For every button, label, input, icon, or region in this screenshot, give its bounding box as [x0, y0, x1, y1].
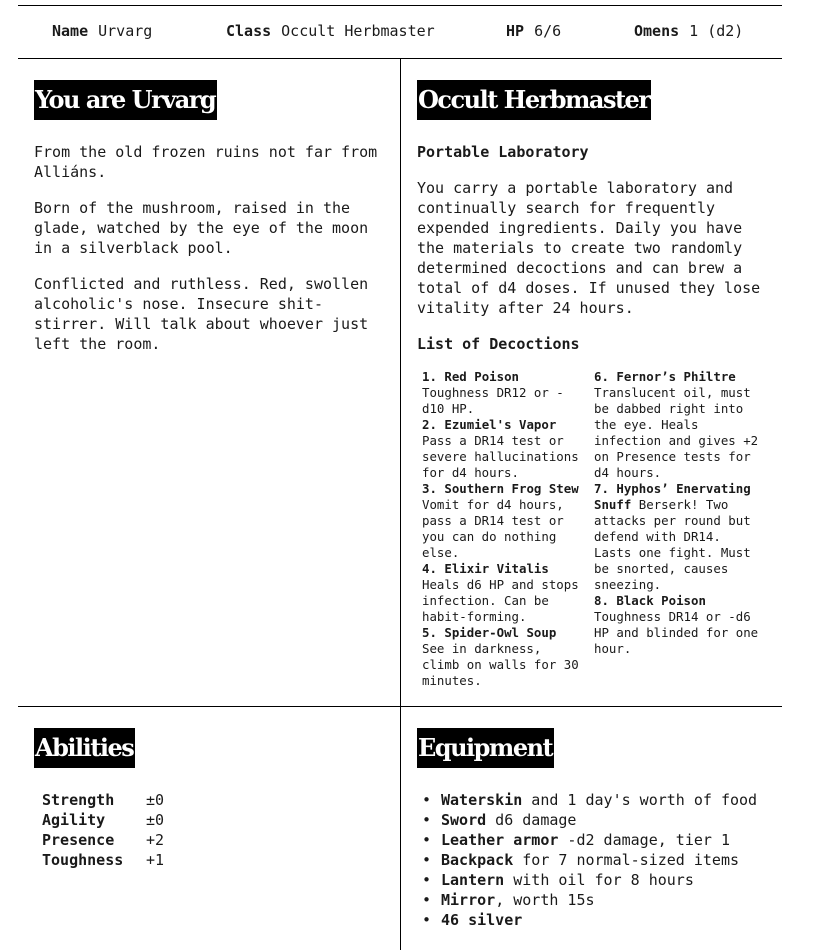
equipment-item: • Waterskin and 1 day's worth of food	[422, 790, 757, 810]
equipment-item: • Sword d6 damage	[422, 810, 757, 830]
header-name	[52, 22, 152, 40]
class-description	[417, 142, 775, 370]
decoction-item: 5. Spider-Owl Soup See in darkness, climb on walls for 30 minutes.	[422, 625, 579, 688]
abilities-list	[42, 790, 164, 870]
decoction-item: 2. Ezumiel's Vapor Pass a DR14 test or severe hallucinations for d4 hours.	[422, 417, 579, 480]
ability-row-toughness: Toughness +1	[42, 851, 165, 869]
header-class	[226, 22, 435, 40]
ability-row-presence: Presence +2	[42, 831, 165, 849]
ability-row-agility: Agility ±0	[42, 811, 165, 829]
decoction-item: 8. Black Poison Toughness DR14 or -d6 HP and blinded for one hour.	[594, 593, 759, 656]
ability-heading: Portable Laboratory	[417, 143, 589, 161]
equipment-list	[422, 790, 757, 930]
hp-label: HP	[506, 22, 525, 40]
omens-label: Omens	[634, 22, 680, 40]
origin-paragraph: From the old frozen ruins not far from Alliáns.	[34, 143, 378, 181]
equipment-item: • Lantern with oil for 8 hours	[422, 870, 757, 890]
ability-row-strength: Strength ±0	[42, 791, 165, 809]
character-title: You are Urvarg	[34, 80, 217, 120]
class-value: Occult Herbmaster	[281, 22, 435, 40]
top-border	[18, 5, 782, 6]
decoction-item: 4. Elixir Vitalis Heals d6 HP and stops infection. Can be habit-forming.	[422, 561, 579, 624]
decoctions-column-2	[594, 369, 760, 689]
ability-text: You carry a portable laboratory and continually search for frequently expended ingredients. Daily you have the materials to create two randomly determined decoctions and can brew a total of d4 doses. If unused they lose vitality after 24 hours.	[417, 179, 761, 317]
class-label: Class	[226, 22, 272, 40]
character-description	[34, 142, 386, 370]
name-value: Urvarg	[98, 22, 153, 40]
header-omens	[634, 22, 743, 40]
equipment-item: • Backpack for 7 normal-sized items	[422, 850, 757, 870]
column-divider	[400, 58, 401, 950]
decoctions-list	[422, 369, 772, 689]
decoction-item: 1. Red Poison Toughness DR12 or -d10 HP.	[422, 369, 564, 416]
class-title: Occult Herbmaster	[417, 80, 651, 120]
omens-value: 1 (d2)	[689, 22, 744, 40]
traits-paragraph: Conflicted and ruthless. Red, swollen alcoholic's nose. Insecure shit-stirrer. Will talk about whoever just left the room.	[34, 275, 369, 353]
equipment-title: Equipment	[417, 728, 554, 768]
decoctions-heading: List of Decoctions	[417, 335, 580, 353]
decoction-item: 3. Southern Frog Stew Vomit for d4 hours, pass a DR14 test or you can do nothing else.	[422, 481, 579, 560]
equipment-item: • 46 silver	[422, 910, 757, 930]
decoction-item: 6. Fernor’s Philtre Translucent oil, must be dabbed right into the eye. Heals infection and gives +2 on Presence tests for d4 hours.	[594, 369, 759, 480]
decoction-item: 7. Hyphos’ Enervating Snuff Berserk! Two attacks per round but defend with DR14. Lasts one fight. Must be snorted, causes sneezing.	[594, 481, 751, 592]
header-hp	[506, 22, 561, 40]
abilities-title: Abilities	[34, 728, 135, 768]
equipment-item: • Leather armor -d2 damage, tier 1	[422, 830, 757, 850]
decoctions-column-1	[422, 369, 584, 689]
equipment-item: • Mirror, worth 15s	[422, 890, 757, 910]
name-label: Name	[52, 22, 89, 40]
hp-value: 6/6	[534, 22, 562, 40]
birth-paragraph: Born of the mushroom, raised in the glade, watched by the eye of the moon in a silverblack pool.	[34, 199, 369, 257]
